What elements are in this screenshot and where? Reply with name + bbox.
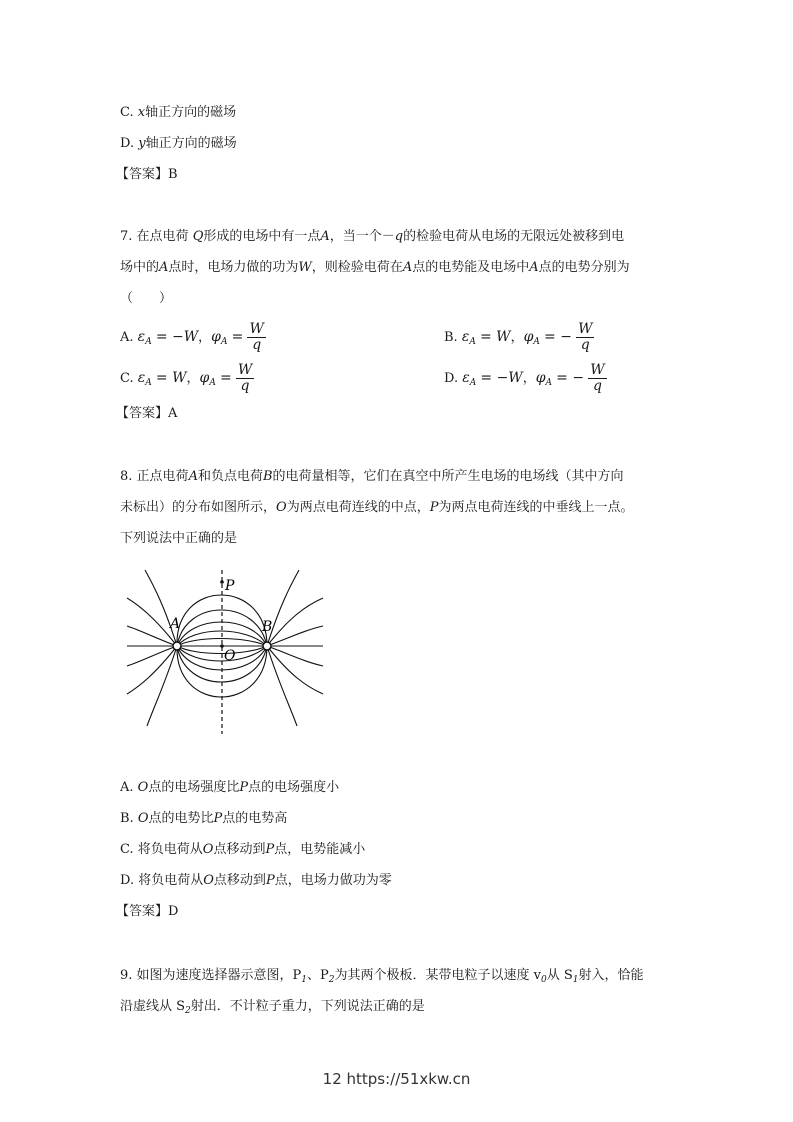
var: P <box>429 500 439 515</box>
answer-value: D <box>168 904 179 919</box>
option-letter: A. <box>120 330 134 345</box>
text: 沿虚线从 S <box>120 999 186 1014</box>
text: 点时，电场力做的功为 <box>168 260 299 275</box>
var: O <box>276 500 287 515</box>
answer-label: 【答案】 <box>116 904 169 919</box>
fraction <box>576 322 594 353</box>
var: A <box>402 260 413 275</box>
var: P <box>239 780 249 795</box>
charge-b <box>263 642 271 650</box>
answer-label: 【答案】 <box>116 406 169 421</box>
text: 的检验电荷从电场的无限远处被移到电 <box>403 229 625 244</box>
text: 如图为速度选择器示意图，P <box>136 968 302 983</box>
q7-paren <box>120 289 172 309</box>
sub: A <box>209 378 216 388</box>
sub: A <box>469 378 477 388</box>
q6-option-c <box>120 103 236 123</box>
answer-label: 【答案】 <box>116 167 169 182</box>
field-line <box>127 646 177 694</box>
sub: A <box>220 337 228 347</box>
q8-option-b <box>120 809 287 829</box>
text: ，则检验电荷在 <box>311 260 403 275</box>
text: ， <box>186 371 200 386</box>
text: 将负电荷从 <box>137 842 203 857</box>
q8-answer <box>116 902 178 922</box>
var: O <box>202 842 214 857</box>
var: O <box>137 780 149 795</box>
sub: A <box>533 337 540 347</box>
electric-field-lines-figure <box>125 568 325 736</box>
var: A <box>188 469 198 484</box>
q7-stem-line1 <box>120 227 624 247</box>
var: A <box>320 229 330 244</box>
text: 场中的 <box>120 260 160 275</box>
den: q <box>240 378 250 394</box>
option-text: 轴正方向的磁场 <box>145 105 237 120</box>
q7-answer <box>116 404 177 424</box>
option-letter: B. <box>120 811 134 826</box>
var: O <box>137 811 149 826</box>
text: 在点电荷 <box>136 229 189 244</box>
math: = −W <box>480 370 523 386</box>
question-number: 8. <box>120 469 133 484</box>
var: q <box>394 229 404 244</box>
text: 从 S <box>546 968 573 983</box>
option-letter: C. <box>120 842 134 857</box>
text: （ ） <box>120 291 173 306</box>
text: 正点电荷 <box>136 469 189 484</box>
text: 点的电势分别为 <box>538 260 630 275</box>
text: 点的电势能及电场中 <box>412 260 530 275</box>
var: P <box>265 842 275 857</box>
q9-stem-line1 <box>120 966 644 990</box>
text: 点，电场力做功为零 <box>274 873 392 888</box>
text: 的电荷量相等，它们在真空中所产生电场的电场线（其中方向 <box>272 469 624 484</box>
charge-a <box>173 642 181 650</box>
q7-option-c <box>120 363 254 398</box>
question-number: 9. <box>120 968 133 983</box>
math: = − <box>556 370 585 386</box>
q7-stem-line2 <box>120 258 630 278</box>
option-letter: C. <box>120 105 134 120</box>
option-letter: D. <box>120 873 135 888</box>
q8-stem-line2 <box>120 498 633 518</box>
text: 射出．不计粒子重力，下列说法正确的是 <box>190 999 425 1014</box>
q8-option-d <box>120 871 392 891</box>
var: A <box>159 260 169 275</box>
question-number: 7. <box>120 229 133 244</box>
q8-stem-line1 <box>120 467 624 487</box>
text: 为其两个极板．某带电粒子以速度 v <box>334 968 541 983</box>
math: = <box>219 370 232 386</box>
option-letter: C. <box>120 371 134 386</box>
fraction <box>247 322 265 353</box>
text: 点的电场强度比 <box>148 780 240 795</box>
field-line <box>267 646 297 726</box>
var: O <box>203 873 214 888</box>
option-letter: D. <box>120 136 135 151</box>
option-variable: x <box>137 105 146 120</box>
sub: 1 <box>572 975 579 985</box>
math: ε <box>137 370 146 386</box>
text: 点移动到 <box>213 842 266 857</box>
num: W <box>590 362 605 378</box>
q8-option-a <box>120 778 339 798</box>
q8-stem-line3 <box>120 529 237 549</box>
text: ，当一个－ <box>329 229 395 244</box>
text: 射入，恰能 <box>578 968 644 983</box>
text: 为两点电荷连线的中垂线上一点。 <box>438 500 634 515</box>
fraction <box>236 363 254 394</box>
sub: A <box>469 337 476 347</box>
sub: 2 <box>185 1006 191 1016</box>
text: 将负电荷从 <box>138 873 204 888</box>
text: 、P <box>307 968 329 983</box>
q7-option-a <box>120 322 266 357</box>
text: 未标出）的分布如图所示， <box>120 500 277 515</box>
math: φ <box>523 329 534 345</box>
math: = −W <box>155 329 199 345</box>
var: Q <box>192 229 204 244</box>
label-a: A <box>170 616 181 632</box>
text: ， <box>198 330 212 345</box>
q7-option-d <box>444 363 607 398</box>
var: W <box>298 260 312 275</box>
text: 点的电场强度小 <box>248 780 340 795</box>
math: ε <box>137 329 146 345</box>
text: 点，电势能减小 <box>274 842 366 857</box>
page-footer <box>0 1070 793 1088</box>
var: A <box>529 260 539 275</box>
num: W <box>237 362 253 378</box>
fraction <box>588 363 606 394</box>
num: W <box>578 321 593 337</box>
sub: A <box>545 378 553 388</box>
math: = W <box>155 370 187 386</box>
text: ， <box>510 330 524 345</box>
option-text: 轴正方向的磁场 <box>145 136 237 151</box>
answer-value: A <box>168 406 178 421</box>
sub: 0 <box>541 975 547 985</box>
math: ε <box>462 370 470 386</box>
den: q <box>592 378 602 394</box>
text: 为两点电荷连线的中点， <box>286 500 430 515</box>
den: q <box>252 337 262 353</box>
math: ε <box>461 329 470 345</box>
var: B <box>262 469 273 484</box>
math: = − <box>544 329 572 345</box>
text: 下列说法中正确的是 <box>120 531 238 546</box>
num: W <box>249 321 264 337</box>
math: = W <box>479 329 511 345</box>
q8-option-c <box>120 840 365 860</box>
var: P <box>265 873 275 888</box>
option-variable: y <box>138 136 146 151</box>
text: 点移动到 <box>213 873 266 888</box>
field-line <box>147 646 177 726</box>
sub: 2 <box>328 975 335 985</box>
label-o: O <box>224 648 236 664</box>
sub: A <box>145 337 152 347</box>
q6-answer <box>116 165 178 185</box>
option-letter: D. <box>444 371 459 386</box>
math: φ <box>199 370 210 386</box>
answer-value: B <box>168 167 178 182</box>
text: 点的电势高 <box>222 811 288 826</box>
math: = <box>231 329 244 345</box>
var: P <box>213 811 223 826</box>
text: 点的电势比 <box>148 811 214 826</box>
sub: A <box>145 378 152 388</box>
label-b: B <box>262 619 273 635</box>
option-letter: A. <box>120 780 134 795</box>
text: 和负点电荷 <box>197 469 263 484</box>
option-letter: B. <box>444 330 458 345</box>
footer-text: 12 https://51xkw.cn <box>322 1070 471 1088</box>
text: 形成的电场中有一点 <box>203 229 321 244</box>
sub: 1 <box>301 975 308 985</box>
math: φ <box>211 329 221 345</box>
q9-stem-line2 <box>120 997 425 1021</box>
den: q <box>580 337 590 353</box>
q7-option-b <box>444 322 594 357</box>
point-p <box>220 580 224 584</box>
math: φ <box>535 370 546 386</box>
q6-option-d <box>120 134 237 154</box>
text: ， <box>522 371 536 386</box>
label-p: P <box>225 578 235 594</box>
